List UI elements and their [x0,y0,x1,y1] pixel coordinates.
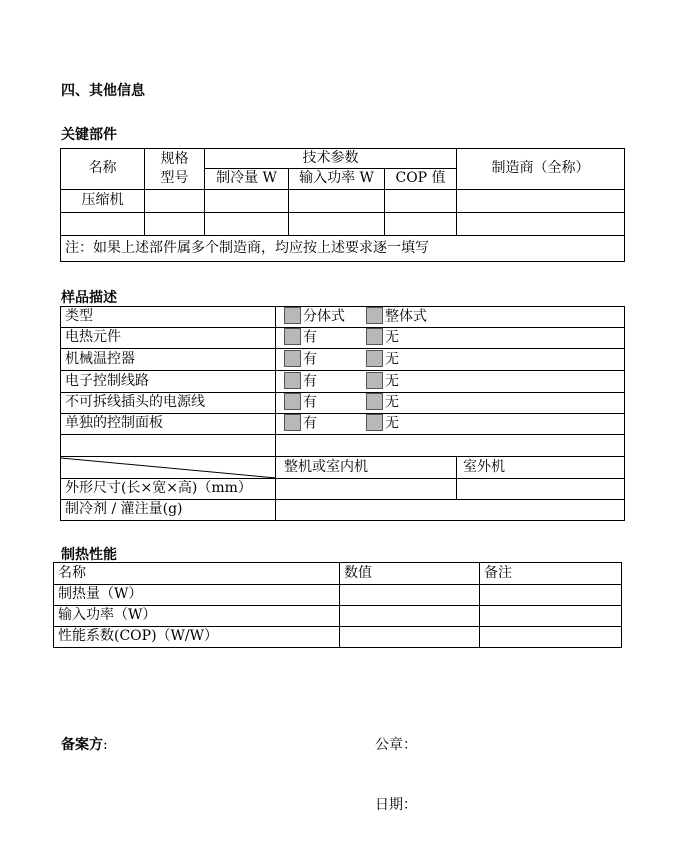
sample-table [60,306,625,521]
table-row [54,585,622,606]
item-label: 电热元件 [61,328,276,349]
item-label: 单独的控制面板 [61,414,276,435]
item-label: 不可拆线插头的电源线 [61,393,276,414]
yes-label: 有 [303,329,317,346]
input-cell[interactable] [340,585,480,606]
no-label: 无 [385,415,399,432]
date-label: 日期： [375,797,417,813]
input-cell[interactable] [385,190,457,213]
table-row [61,190,625,213]
heating-header-remark: 备注 [480,563,622,585]
diagonal-line [61,457,276,479]
heating-row-label: 输入功率（W） [54,606,340,627]
header-cooling: 制冷量 W [205,169,289,190]
input-cell[interactable] [340,606,480,627]
refrigerant-label: 制冷剂 / 灌注量(g) [61,500,276,521]
header-name: 名称 [61,149,145,190]
input-cell[interactable] [205,213,289,236]
table-row [61,393,625,414]
heating-table [53,562,622,648]
heating-header-value: 数值 [340,563,480,585]
yes-label: 有 [303,415,317,432]
table-row [61,479,625,500]
table-row [61,213,625,236]
input-cell[interactable] [480,606,622,627]
no-label: 无 [385,394,399,411]
filer-label: 备案方 [61,737,103,753]
input-cell[interactable] [480,627,622,648]
checkbox-icon[interactable] [284,393,301,410]
type-options [276,307,625,328]
input-cell[interactable] [457,213,625,236]
section-title: 四、其他信息 [61,83,145,99]
checkbox-icon[interactable] [366,372,383,389]
checkbox-icon[interactable] [366,350,383,367]
table-row [61,371,625,393]
input-cell[interactable] [457,479,625,500]
input-cell[interactable] [61,213,145,236]
checkbox-icon[interactable] [366,328,383,345]
header-tech-params: 技术参数 [205,149,457,169]
heating-row-label: 性能系数(COP)（W/W） [54,627,340,648]
input-cell[interactable] [340,627,480,648]
item-label: 机械温控器 [61,349,276,371]
checkbox-icon[interactable] [284,350,301,367]
no-label: 无 [385,373,399,390]
input-cell[interactable] [457,190,625,213]
key-parts-title: 关键部件 [61,127,117,143]
header-cop: COP 值 [385,169,457,190]
checkbox-icon[interactable] [284,372,301,389]
input-cell[interactable] [276,479,457,500]
yes-label: 有 [303,394,317,411]
key-parts-note: 注：如果上述部件属多个制造商，均应按上述要求逐一填写 [61,236,625,262]
table-row [61,457,625,479]
empty-cell [61,435,276,457]
type-opt-split: 分体式 [303,308,345,325]
key-parts-table [60,148,625,262]
header-manufacturer: 制造商（全称） [457,149,625,190]
checkbox-icon[interactable] [366,307,383,324]
checkbox-icon[interactable] [366,393,383,410]
input-cell[interactable] [276,435,625,457]
input-cell[interactable] [289,190,385,213]
table-row [54,606,622,627]
sample-title: 样品描述 [61,290,117,306]
heating-title: 制热性能 [61,547,117,563]
input-cell[interactable] [480,585,622,606]
table-row [61,328,625,349]
checkbox-icon[interactable] [284,307,301,324]
part-name: 压缩机 [61,190,145,213]
table-row [61,414,625,435]
diagonal-cell [61,457,276,479]
no-label: 无 [385,351,399,368]
table-row [54,627,622,648]
indoor-header: 整机或室内机 [276,457,457,479]
checkbox-icon[interactable] [284,414,301,431]
checkbox-icon[interactable] [284,328,301,345]
item-label: 电子控制线路 [61,371,276,393]
header-input-power: 输入功率 W [289,169,385,190]
type-opt-whole: 整体式 [385,308,427,325]
filer-colon: : [103,737,108,753]
heating-row-label: 制热量（W） [54,585,340,606]
input-cell[interactable] [145,190,205,213]
header-spec [145,149,205,190]
dimensions-label: 外形尺寸(长×宽×高)（mm） [61,479,276,500]
header-spec-line2: 型号 [160,170,189,186]
type-label: 类型 [61,307,276,328]
input-cell[interactable] [289,213,385,236]
input-cell[interactable] [145,213,205,236]
outdoor-header: 室外机 [457,457,625,479]
input-cell[interactable] [205,190,289,213]
header-spec-line1: 规格 [160,151,189,168]
checkbox-icon[interactable] [366,414,383,431]
filer-field [61,734,108,754]
table-row [61,500,625,521]
table-row [61,435,625,457]
input-cell[interactable] [276,500,625,521]
seal-label: 公章： [375,737,417,753]
input-cell[interactable] [385,213,457,236]
yes-label: 有 [303,351,317,368]
yes-label: 有 [303,373,317,390]
heating-header-name: 名称 [54,563,340,585]
no-label: 无 [385,329,399,346]
table-row [61,349,625,371]
